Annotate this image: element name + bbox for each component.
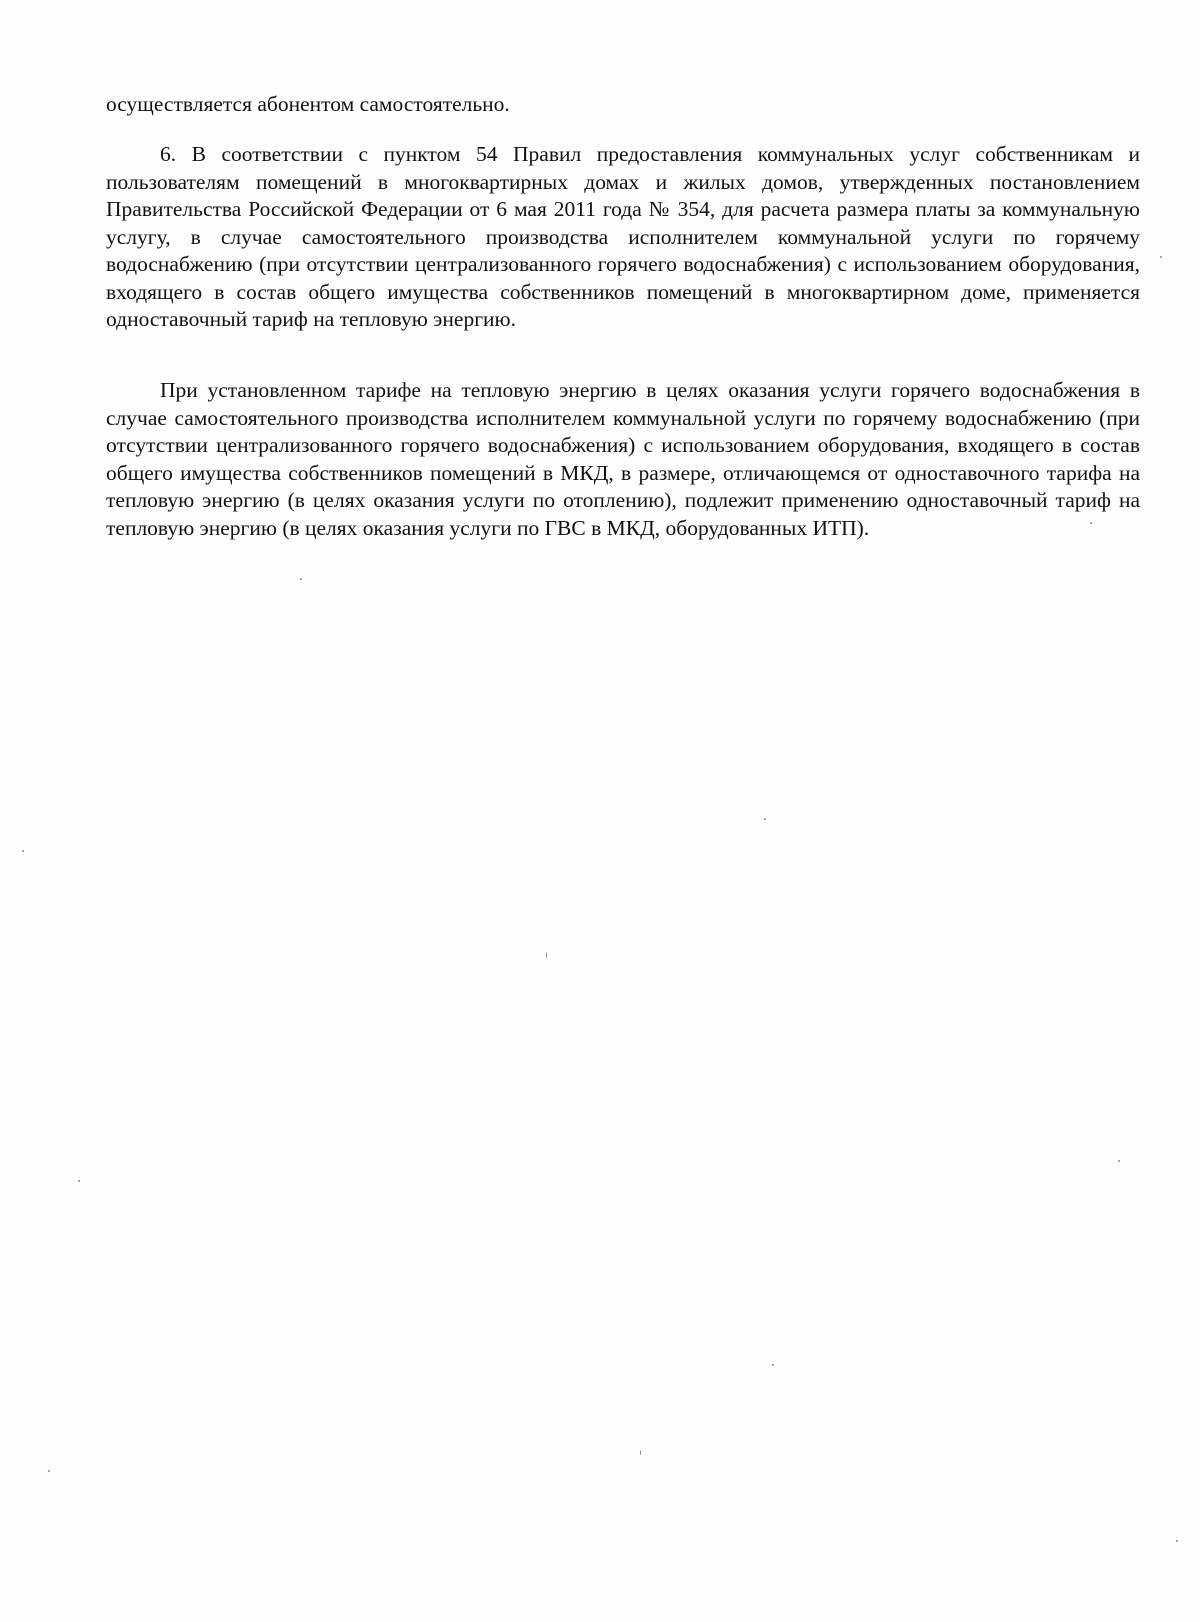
- scan-speck: [300, 578, 302, 580]
- scan-speck: [22, 850, 24, 852]
- paragraph-tariff: При установленном тарифе на тепловую энергию в целях оказания услуги горячего водоснабжения в случае самостоятельного производства исполнителем коммунальной услуги по горячему водоснабжению (при отсутствии централизованного горячего водоснабжения) с использованием оборудования, входящего в состав общего имущества собственников помещений в МКД, в размере, отличающемся от одноставочного тарифа на тепловую энергию (в целях оказания услуги по отоплению), подлежит применению одноставочный тариф на тепловую энергию (в целях оказания услуги по ГВС в МКД, оборудованных ИТП).: [106, 378, 1140, 540]
- scan-speck: [640, 1450, 641, 1455]
- scan-speck: [48, 1470, 50, 1472]
- scan-speck: [546, 952, 547, 958]
- scan-speck: [1090, 522, 1092, 524]
- scan-speck: [78, 1180, 80, 1182]
- continuation-text: осуществляется абонентом самостоятельно.: [106, 92, 510, 116]
- scan-speck: [1176, 1540, 1178, 1542]
- scan-speck: [1160, 256, 1162, 258]
- scan-speck: [772, 1364, 774, 1366]
- scan-speck: [764, 818, 766, 820]
- paragraph-6: 6. В соответствии с пунктом 54 Правил предоставления коммунальных услуг собственникам и пользователям помещений в многоквартирных домах и жилых домов, утвержденных постановлением Правительства Российской Федерации от 6 мая 2011 года № 354, для расчета размера платы за коммунальную услугу, в случае самостоятельного производства исполнителем коммунальной услуги по горячему водоснабжению (при отсутствии централизованного горячего водоснабжения) с использованием оборудования, входящего в состав общего имущества собственников помещений в многоквартирном доме, применяется одноставочный тариф на тепловую энергию.: [106, 142, 1140, 331]
- scan-speck: [1118, 1160, 1120, 1162]
